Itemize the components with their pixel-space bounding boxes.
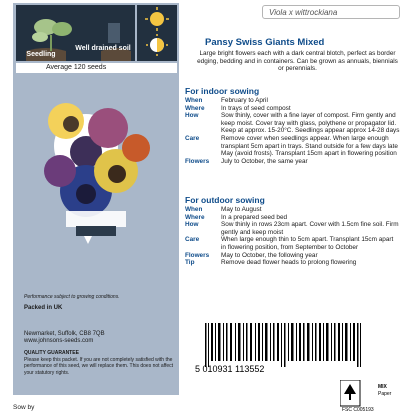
soil-label: Well drained soil (75, 45, 131, 52)
address-line: Newmarket, Suffolk, CB8 7QB (24, 331, 105, 337)
indoor-row: How Sow thinly, cover with a fine layer of compost. Firm gently and keep moist. Cover tray with glass, polythene or propagator lid. Keep at approx. 15-20°C. Seedlings appear approx 14-28 days (185, 112, 400, 135)
fsc-mix: MIX (378, 384, 387, 390)
guarantee-text: Please keep this packet. If you are not completely satisfied with the performance of this seed, we will replace them. This does not affect your statutory rights. (24, 356, 174, 376)
pansy-photo (16, 76, 177, 286)
seed-packet-back (13, 3, 403, 395)
outdoor-row: Flowers May to October, the following year (185, 251, 318, 259)
latin-name: Viola x wittrockiana (262, 5, 400, 19)
company-info (16, 286, 177, 391)
fsc-paper: Paper (378, 391, 392, 397)
fsc-tree-icon (340, 380, 410, 412)
sow-by: Sow by (13, 404, 35, 411)
outdoor-title: For outdoor sowing (185, 195, 265, 205)
indoor-row: Care Remove cover when seedlings appear. When large enough transplant 5cm apart in trays. Stand outside for a few days late May (avoid frosts). Transplant 15cm apart in flowering position (185, 134, 398, 158)
pansy-flowers-image (16, 76, 177, 286)
seedling-label: Seedling (26, 51, 56, 58)
outdoor-row: Care When large enough thin to 5cm apart. Transplant 15cm apart in flowering position, from September to October (185, 236, 394, 251)
right-panel (182, 3, 403, 395)
product-description: Large bright flowers each with a dark central blotch, perfect as border edging, bedding and in containers. Can be grown as annuals, biennials or perennials. (197, 50, 398, 72)
barcode (195, 323, 385, 373)
outdoor-row: How Sow thinly in rows 23cm apart. Cover with 1.5cm fine soil. Firm gently and keep moist (185, 221, 399, 236)
outdoor-row: Tip Remove dead flower heads to prolong flowering (185, 259, 357, 267)
indoor-rows (185, 97, 400, 165)
packed-in: Packed in UK (24, 304, 63, 311)
outdoor-row: Where In a prepared seed bed (185, 213, 288, 221)
indoor-title: For indoor sowing (185, 86, 260, 96)
indoor-row: Flowers July to October, the same year (185, 157, 308, 165)
average-seeds: Average 120 seeds (16, 63, 177, 73)
left-panel (13, 3, 179, 395)
website: www.johnsons-seeds.com (24, 337, 94, 344)
indoor-row: When February to April (185, 97, 268, 104)
guarantee-title: QUALITY GUARANTEE (24, 350, 79, 356)
seedling-box (16, 5, 135, 61)
product-title: Pansy Swiss Giants Mixed (205, 37, 325, 48)
barcode-number: 5 010931 113552 (195, 364, 265, 373)
outdoor-row: When May to August (185, 206, 262, 213)
outdoor-rows (185, 206, 400, 267)
barcode-icon (195, 323, 385, 373)
indoor-row: Where In trays of seed compost (185, 104, 291, 112)
sun-icons (137, 5, 177, 61)
fsc-logo (340, 380, 410, 412)
performance-note: Performance subject to growing conditions. (24, 294, 120, 300)
sun-icon (137, 5, 177, 61)
fsc-code: FSC C005193 (342, 407, 374, 412)
